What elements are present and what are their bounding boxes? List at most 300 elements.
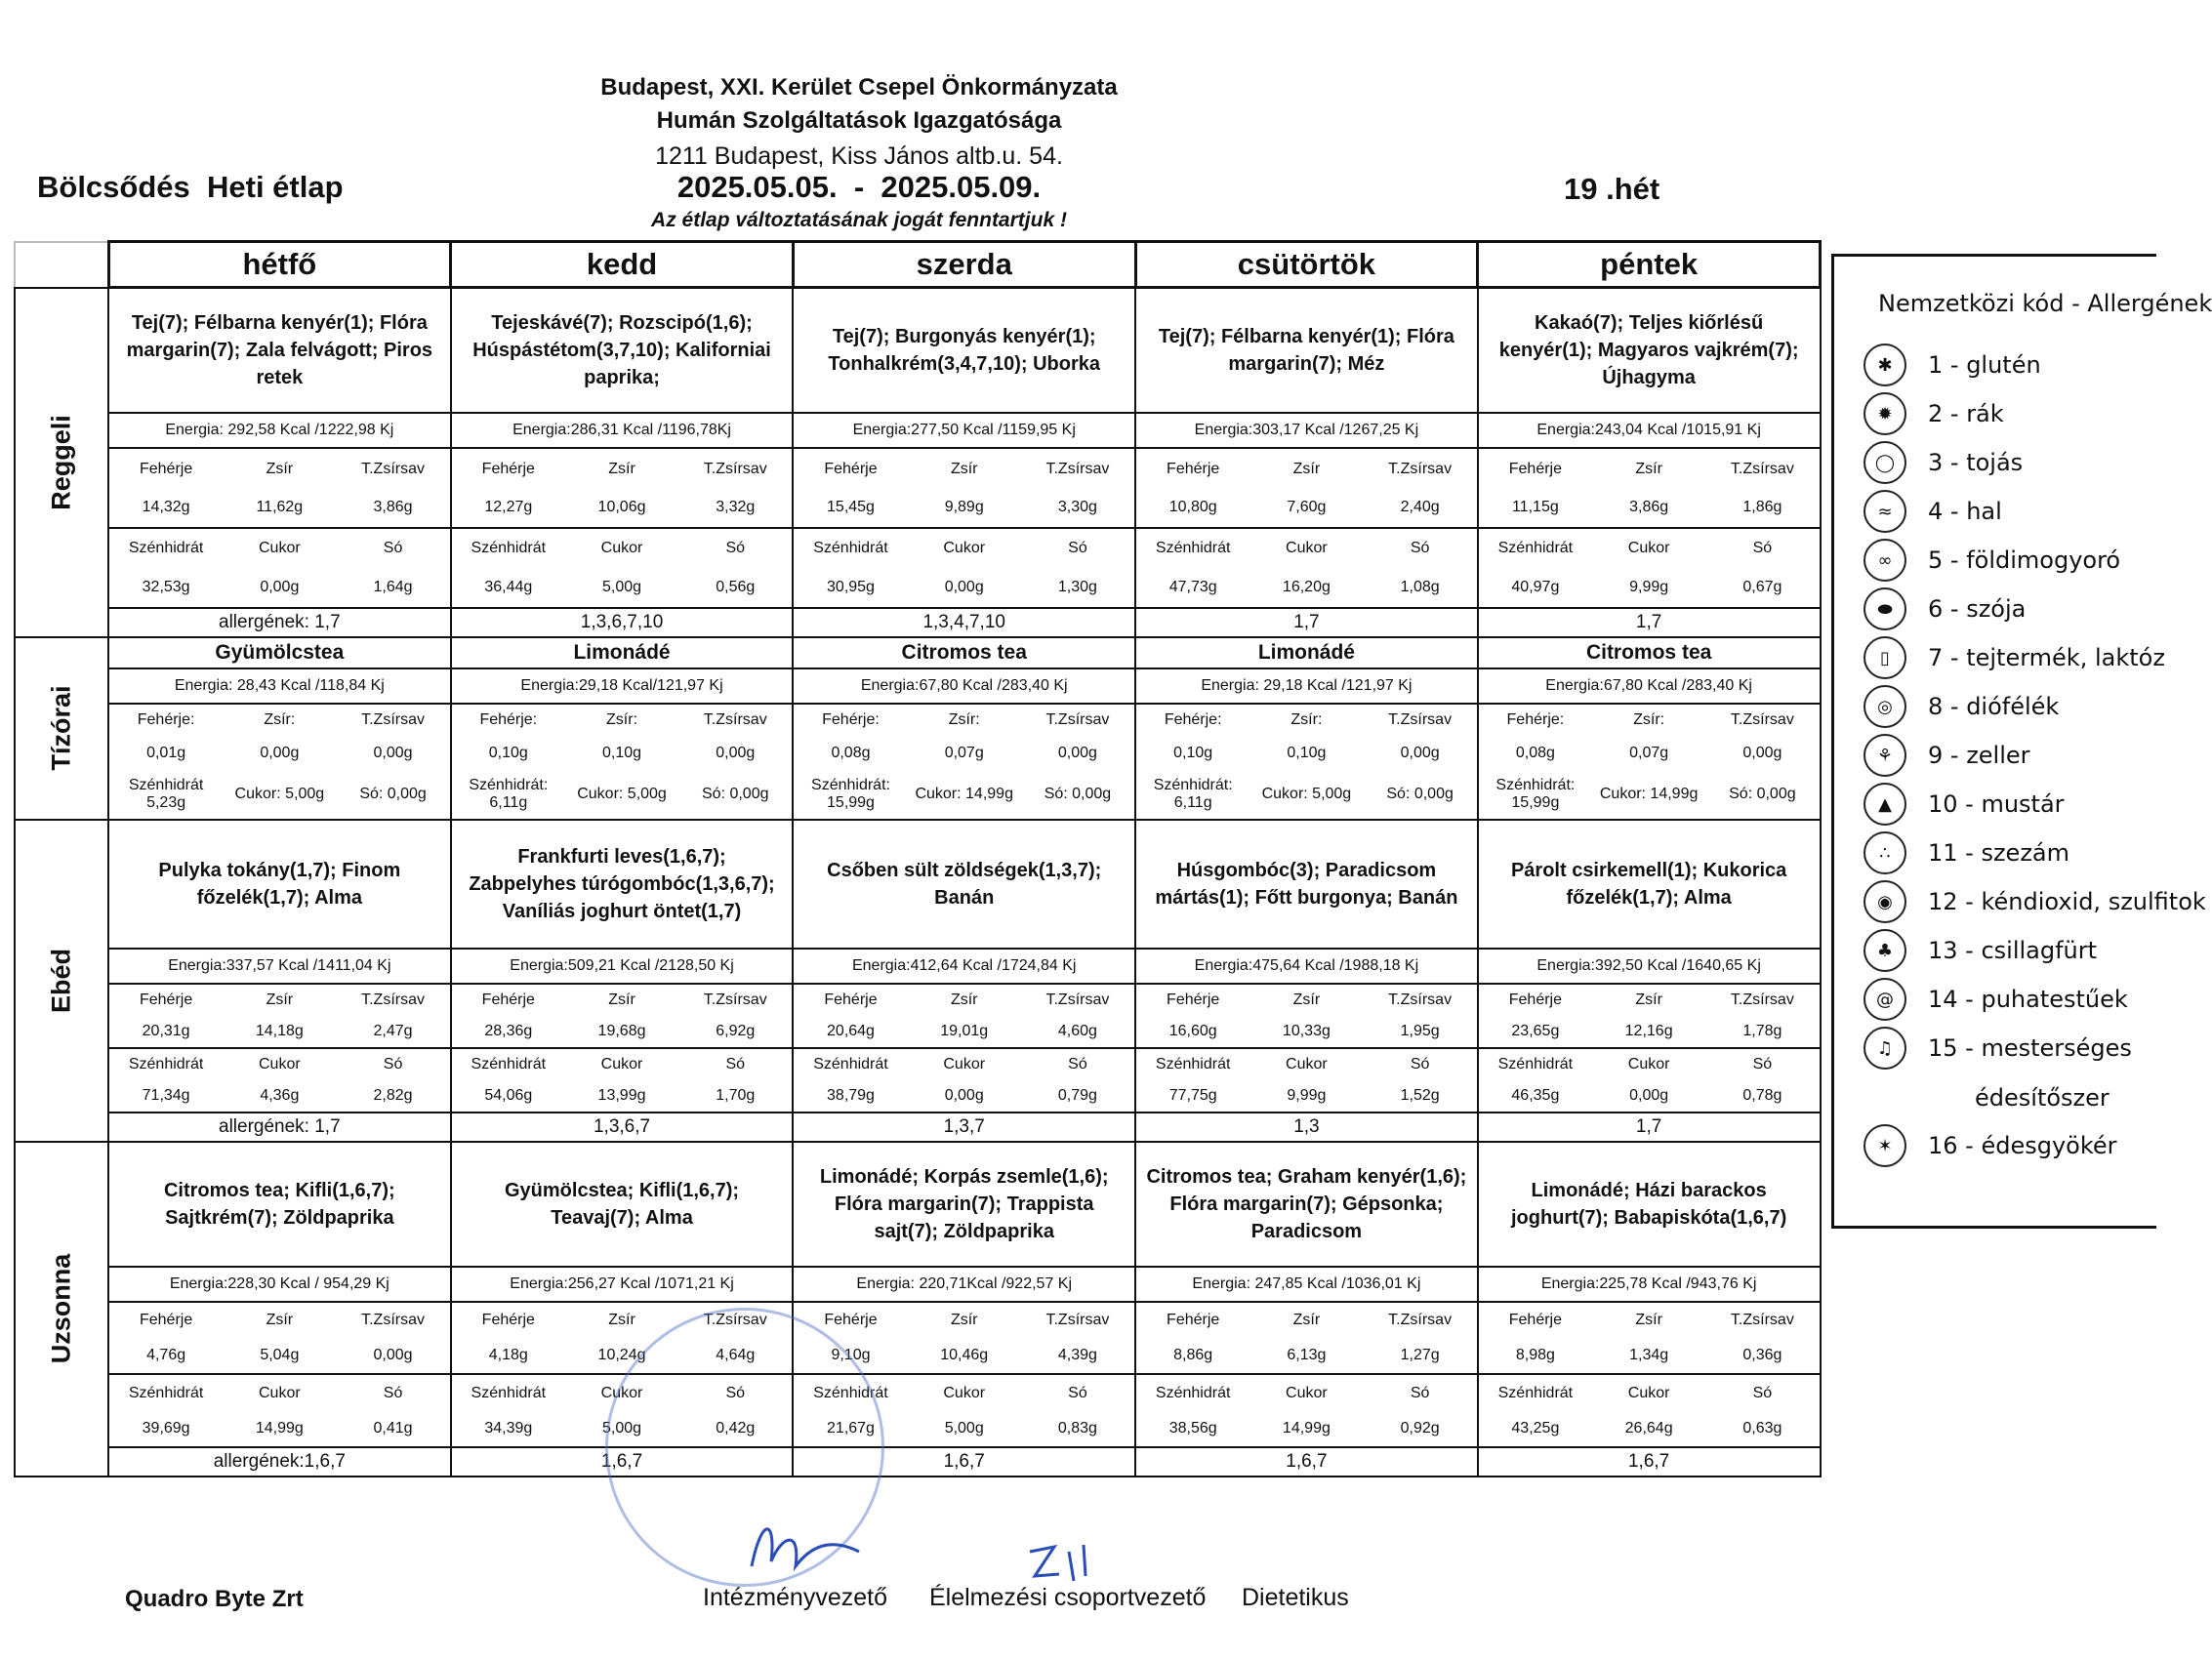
nutrition-value: 14,99g: [1282, 1420, 1331, 1437]
nutrition-value: Só: [336, 1047, 449, 1080]
nutrition-value: 4,39g: [1057, 1347, 1097, 1364]
meal-label-cell: [15, 820, 108, 1141]
menu-cell-content: [452, 821, 793, 1140]
nutrition-value: Fehérje: [824, 460, 878, 477]
nutrition-value: Cukor: [565, 1047, 678, 1080]
nutrition-value: 4,64g: [716, 1347, 756, 1364]
nutrition-grid: [109, 705, 450, 820]
menu-cell-content: [794, 821, 1134, 1140]
nutrition-value: Fehérje:: [137, 711, 195, 729]
nutrition-grid: [1136, 705, 1477, 820]
legend-item: [1864, 635, 2165, 680]
legend-label: 10 - mustár: [1928, 790, 2065, 818]
nutrition-value: T.Zsírsav: [1730, 1311, 1794, 1328]
nutrition-value: 0,00g: [944, 578, 984, 595]
nutrition-value: 14,18g: [255, 1023, 304, 1040]
nutrition-value: 71,34g: [142, 1086, 190, 1104]
nutrition-value: Szénhidrát: [452, 1047, 565, 1080]
nutrition-value: Szénhidrát: 6,11g: [1153, 777, 1233, 811]
nutrition-value: 20,31g: [142, 1023, 190, 1040]
nutrition-value: Cukor: [1249, 1373, 1363, 1410]
legend-label: 3 - tojás: [1928, 449, 2024, 476]
allergen-codes: 1,6,7: [1136, 1446, 1477, 1476]
nutrition-value: 32,53g: [142, 578, 190, 595]
nutrition-grid: [1479, 985, 1820, 1111]
nutrition-value: 36,44g: [484, 578, 533, 595]
nutrition-grid: [109, 449, 450, 606]
nutrition-value: Zsír:: [606, 711, 638, 729]
nutrition-value: Só: [1364, 527, 1477, 568]
drink-name: Limonádé: [452, 638, 793, 669]
nutrition-value: Cukor: 5,00g: [577, 786, 667, 803]
nutrition-value: Fehérje: [824, 1311, 878, 1328]
signature: [742, 1508, 869, 1586]
menu-cell: [1135, 1142, 1478, 1477]
nutrition-value: 2,40g: [1400, 499, 1440, 516]
nutrition-value: Cukor: 5,00g: [1261, 786, 1352, 803]
nutrition-value: Só: 0,00g: [1044, 786, 1112, 803]
legend-item: [1864, 928, 2097, 973]
meal-label-cell: [15, 1142, 108, 1477]
nutrition-value: Cukor: [908, 1047, 1021, 1080]
nutrition-value: Zsír: [950, 991, 978, 1009]
signature-2: [1025, 1537, 1113, 1586]
nutrition-value: 0,00g: [1742, 744, 1782, 761]
energy-value: Energia:392,50 Kcal /1640,65 Kj: [1479, 948, 1820, 985]
energy-value: Energia:303,17 Kcal /1267,25 Kj: [1136, 412, 1477, 449]
energy-value: Energia: 292,58 Kcal /1222,98 Kj: [109, 412, 450, 449]
nutrition-value: Cukor: 14,99g: [1599, 786, 1699, 803]
nutrition-value: 0,07g: [1629, 744, 1669, 761]
nutrition-value: Fehérje: [1167, 460, 1220, 477]
nutrition-grid: [452, 705, 793, 820]
nutrition-value: Cukor: [1592, 1373, 1705, 1410]
company-name: Quadro Byte Zrt: [125, 1586, 304, 1612]
nutrition-value: 5,00g: [602, 578, 642, 595]
nutrition-value: Só: [1021, 1047, 1134, 1080]
nutrition-value: Só: [1705, 1373, 1819, 1410]
dish-description: Húsgombóc(3); Paradicsom mártás(1); Főtt burgonya; Banán: [1155, 860, 1458, 910]
legend-label: 1 - glutén: [1928, 351, 2041, 379]
mustard-icon: ▲: [1864, 783, 1906, 826]
allergen-codes: 1,3,7: [794, 1112, 1134, 1141]
nutrition-value: 43,25g: [1511, 1420, 1560, 1437]
nutrition-value: T.Zsírsav: [1388, 460, 1453, 477]
nutrition-grid: [1479, 449, 1820, 606]
address: 1211 Budapest, Kiss János altb.u. 54.: [655, 142, 1063, 170]
nutrition-value: Só: [1021, 1373, 1134, 1410]
nutrition-grid: [794, 449, 1134, 606]
allergen-legend: [1831, 254, 2212, 1229]
nutrition-value: Só: 0,00g: [359, 786, 427, 803]
menu-cell: [1478, 637, 1821, 821]
menu-cell: [1478, 288, 1821, 637]
menu-cell: [451, 288, 794, 637]
dish-description: Citromos tea; Graham kenyér(1,6); Flóra margarin(7); Gépsonka; Paradicsom: [1146, 1165, 1467, 1242]
dish-description: Limonádé; Házi barackos joghurt(7); Babapiskóta(1,6,7): [1510, 1179, 1787, 1229]
wheat-icon: ✱: [1864, 344, 1906, 386]
drink-name: Citromos tea: [1479, 638, 1820, 669]
nutrition-value: Szénhidrát: [452, 1373, 565, 1410]
legend-label: 7 - tejtermék, laktóz: [1928, 644, 2165, 671]
nutrition-value: Szénhidrát: 15,99g: [811, 777, 890, 811]
nutrition-value: 4,60g: [1057, 1023, 1097, 1040]
nutrition-value: Fehérje: [1167, 1311, 1220, 1328]
nutrition-value: Szénhidrát: [109, 527, 223, 568]
nutrition-value: Zsír: [1635, 991, 1662, 1009]
nutrition-value: 16,20g: [1282, 578, 1331, 595]
meal-label: Tízórai: [46, 685, 76, 771]
sweetener-icon: ♫: [1864, 1027, 1906, 1070]
nutrition-value: Szénhidrát: [109, 1373, 223, 1410]
nutrition-value: Cukor: [1592, 527, 1705, 568]
menu-cell-content: [1136, 821, 1477, 1140]
nutrition-value: 1,08g: [1400, 578, 1440, 595]
energy-value: Energia:67,80 Kcal /283,40 Kj: [794, 669, 1134, 705]
nutrition-value: Só: 0,00g: [1729, 786, 1796, 803]
legend-item15-continued: édesítőszer: [1975, 1084, 2110, 1112]
legend-item: [1864, 879, 2206, 924]
nutrition-value: 10,80g: [1168, 499, 1217, 516]
nutrition-value: 0,10g: [1173, 744, 1213, 761]
energy-value: Energia:475,64 Kcal /1988,18 Kj: [1136, 948, 1477, 985]
nutrition-value: Szénhidrát: [452, 527, 565, 568]
nutrition-value: Só: [336, 1373, 449, 1410]
nutrition-value: Só: [336, 527, 449, 568]
legend-item: [1864, 1123, 2117, 1168]
nutrition-value: 0,00g: [260, 744, 300, 761]
menu-cell: [108, 1142, 451, 1477]
allergen-codes: allergének: 1,7: [109, 607, 450, 636]
menu-cell: [108, 820, 451, 1141]
nutrition-value: 9,99g: [1287, 1086, 1327, 1104]
fish-icon: ≈: [1864, 490, 1906, 533]
day-header: péntek: [1478, 242, 1821, 288]
nutrition-value: 12,27g: [484, 499, 533, 516]
menu-cell-content: [1479, 1143, 1820, 1476]
energy-value: Energia: 28,43 Kcal /118,84 Kj: [109, 669, 450, 705]
nutrition-value: 1,34g: [1629, 1347, 1669, 1364]
nutrition-value: T.Zsírsav: [703, 460, 767, 477]
legend-label: 16 - édesgyökér: [1928, 1132, 2117, 1159]
nutrition-value: Cukor: 5,00g: [234, 786, 325, 803]
nutrition-grid: [452, 985, 793, 1111]
nutrition-value: 1,78g: [1742, 1023, 1782, 1040]
soy-icon: ⬬: [1864, 587, 1906, 630]
allergen-codes: allergének:1,6,7: [109, 1446, 450, 1476]
allergen-codes: 1,6,7: [794, 1446, 1134, 1476]
nutrition-value: Só: [678, 1047, 792, 1080]
nutrition-value: Cukor: [565, 1373, 678, 1410]
meal-label-cell: [15, 288, 108, 637]
nutrition-value: 0,92g: [1400, 1420, 1440, 1437]
nutrition-value: 12,16g: [1624, 1023, 1673, 1040]
nutrition-grid: [1479, 1303, 1820, 1446]
nutrition-value: Cukor: [1249, 1047, 1363, 1080]
nutrition-value: 16,60g: [1168, 1023, 1217, 1040]
allergen-codes: allergének: 1,7: [109, 1112, 450, 1141]
energy-value: Energia:509,21 Kcal /2128,50 Kj: [452, 948, 793, 985]
nutrition-value: T.Zsírsav: [361, 711, 425, 729]
nutrition-value: Szénhidrát: [1136, 1373, 1249, 1410]
nutrition-value: Zsír: [1292, 991, 1321, 1009]
nutrition-value: 19,01g: [940, 1023, 989, 1040]
menu-cell: [451, 637, 794, 821]
nutrition-grid: [109, 985, 450, 1111]
nutrition-value: 3,86g: [1629, 499, 1669, 516]
nutrition-value: 19,68g: [597, 1023, 646, 1040]
menu-cell-content: [109, 821, 450, 1140]
nutrition-value: 0,42g: [716, 1420, 756, 1437]
nutrition-value: 9,10g: [831, 1347, 871, 1364]
nutrition-value: Só: [1705, 1047, 1819, 1080]
nutrition-value: Fehérje: [139, 460, 193, 477]
crab-icon: ✹: [1864, 392, 1906, 435]
nutrition-value: Zsír: [608, 991, 635, 1009]
dish-description: Limonádé; Korpás zsemle(1,6); Flóra margarin(7); Trappista sajt(7); Zöldpaprika: [819, 1165, 1109, 1242]
menu-cell: [793, 820, 1135, 1141]
menu-cell-content: [109, 638, 450, 820]
energy-value: Energia:225,78 Kcal /943,76 Kj: [1479, 1266, 1820, 1303]
milk-icon: ▯: [1864, 636, 1906, 679]
nutrition-value: T.Zsírsav: [1388, 1311, 1453, 1328]
nutrition-value: 8,98g: [1515, 1347, 1555, 1364]
allergen-codes: 1,3,6,7,10: [452, 607, 793, 636]
nutrition-value: Zsír:: [948, 711, 980, 729]
energy-value: Energia: 247,85 Kcal /1036,01 Kj: [1136, 1266, 1477, 1303]
nutrition-value: 0,36g: [1742, 1347, 1782, 1364]
energy-value: Energia: 220,71Kcal /922,57 Kj: [794, 1266, 1134, 1303]
nutrition-value: 0,00g: [260, 578, 300, 595]
nutrition-grid: [1136, 449, 1477, 606]
nutrition-value: 15,45g: [827, 499, 875, 516]
nutrition-value: 47,73g: [1168, 578, 1217, 595]
dish-description: Tejeskávé(7); Rozscipó(1,6); Húspástétom(3,7,10); Kaliforniai paprika;: [472, 312, 771, 389]
nutrition-value: 0,00g: [716, 744, 756, 761]
nutrition-value: Szénhidrát: [1136, 527, 1249, 568]
nutrition-value: 0,00g: [1400, 744, 1440, 761]
nutrition-value: 8,86g: [1173, 1347, 1213, 1364]
menu-cell: [1478, 820, 1821, 1141]
nutrition-value: Cukor: [908, 527, 1021, 568]
nutrition-value: 26,64g: [1624, 1420, 1673, 1437]
nutrition-value: 9,89g: [944, 499, 984, 516]
meal-label: Uzsonna: [46, 1254, 76, 1364]
nutrition-value: 13,99g: [597, 1086, 646, 1104]
dish-description: Kakaó(7); Teljes kiőrlésű kenyér(1); Magyaros vajkrém(7); Újhagyma: [1498, 312, 1799, 389]
nutrition-value: 4,36g: [260, 1086, 300, 1104]
allergen-codes: 1,7: [1136, 607, 1477, 636]
nutrition-grid: [1136, 1303, 1477, 1446]
legend-item: [1864, 440, 2023, 485]
signatory-3: Dietetikus: [1242, 1584, 1349, 1611]
legend-item: [1864, 830, 2069, 875]
legend-item: [1864, 587, 2026, 631]
nutrition-value: Fehérje: [481, 1311, 535, 1328]
nutrition-grid: [109, 1303, 450, 1446]
meal-label-cell: [15, 637, 108, 821]
nutrition-value: 0,07g: [944, 744, 984, 761]
nutrition-value: 1,52g: [1400, 1086, 1440, 1104]
nutrition-value: T.Zsírsav: [361, 460, 425, 477]
nutrition-value: Fehérje: [1508, 460, 1562, 477]
nutrition-value: Fehérje:: [479, 711, 538, 729]
nutrition-value: 3,86g: [373, 499, 413, 516]
legend-item: [1864, 489, 2002, 534]
legend-item: [1864, 684, 2059, 729]
drink-name: Gyümölcstea: [109, 638, 450, 669]
menu-cell-content: [1136, 1143, 1477, 1476]
dish-description: Csőben sült zöldségek(1,3,7); Banán: [827, 860, 1102, 910]
legend-item: [1864, 733, 2030, 778]
nutrition-value: Zsír: [1635, 1311, 1662, 1328]
meal-label: Ebéd: [46, 948, 76, 1013]
peanut-icon: ∞: [1864, 539, 1906, 582]
nutrition-value: 0,10g: [488, 744, 528, 761]
nutrition-value: Szénhidrát: 6,11g: [469, 777, 549, 811]
nutrition-value: Fehérje: [139, 1311, 193, 1328]
nutrition-value: 0,08g: [831, 744, 871, 761]
nutrition-value: T.Zsírsav: [1730, 991, 1794, 1009]
corner-cell: [15, 242, 108, 288]
signatory-2: Élelmezési csoportvezető: [929, 1584, 1207, 1611]
nutrition-value: 1,70g: [716, 1086, 756, 1104]
nutrition-value: 40,97g: [1511, 578, 1560, 595]
nutrition-value: Cukor: [1592, 1047, 1705, 1080]
liquorice-icon: ✶: [1864, 1124, 1906, 1167]
legend-item: [1864, 1026, 2132, 1071]
nutrition-value: Cukor: [565, 527, 678, 568]
legend-item: [1864, 391, 2004, 436]
nutrition-value: Fehérje: [1508, 991, 1562, 1009]
allergen-codes: 1,6,7: [1479, 1446, 1820, 1476]
nutrition-value: Zsír: [266, 991, 294, 1009]
legend-item: [1864, 977, 2128, 1022]
nutrition-value: 14,32g: [142, 499, 190, 516]
nutrition-grid: [1479, 705, 1820, 820]
nutrition-value: 9,99g: [1629, 578, 1669, 595]
nutrition-value: 0,83g: [1057, 1420, 1097, 1437]
day-header: szerda: [793, 242, 1135, 288]
menu-cell-content: [1479, 821, 1820, 1140]
legend-item: [1864, 343, 2041, 387]
allergen-codes: 1,3: [1136, 1112, 1477, 1141]
nutrition-value: 0,08g: [1515, 744, 1555, 761]
menu-cell-content: [794, 289, 1134, 635]
nutrition-value: 0,00g: [373, 1347, 413, 1364]
nutrition-value: 0,00g: [1629, 1086, 1669, 1104]
nutrition-value: 0,79g: [1057, 1086, 1097, 1104]
drink-name: Limonádé: [1136, 638, 1477, 669]
egg-icon: ◯: [1864, 441, 1906, 484]
nutrition-value: 10,24g: [597, 1347, 646, 1364]
nutrition-value: Cukor: [908, 1373, 1021, 1410]
menu-cell: [1135, 637, 1478, 821]
nutrition-value: Zsír:: [264, 711, 296, 729]
nutrition-value: 0,78g: [1742, 1086, 1782, 1104]
nutrition-value: 4,18g: [488, 1347, 528, 1364]
legend-title: Nemzetközi kód - Allergének: [1878, 290, 2212, 317]
meal-label: Reggeli: [46, 414, 76, 510]
nutrition-value: Fehérje:: [822, 711, 880, 729]
nutrition-value: Cukor: [1249, 527, 1363, 568]
day-header: kedd: [451, 242, 794, 288]
nutrition-value: Szénhidrát: 15,99g: [1495, 777, 1576, 811]
nutrition-value: 6,13g: [1287, 1347, 1327, 1364]
nutrition-value: Zsír: [1292, 1311, 1321, 1328]
nutrition-grid: [1136, 985, 1477, 1111]
menu-cell: [108, 288, 451, 637]
nutrition-value: Szénhidrát: [794, 527, 907, 568]
legend-label: 15 - mesterséges: [1928, 1034, 2132, 1062]
nutrition-value: 1,95g: [1400, 1023, 1440, 1040]
legend-label: 8 - diófélék: [1928, 693, 2060, 720]
nutrition-value: T.Zsírsav: [361, 1311, 425, 1328]
nutrition-value: T.Zsírsav: [703, 1311, 767, 1328]
dish-description: Tej(7); Félbarna kenyér(1); Flóra margarin(7); Zala felvágott; Piros retek: [126, 312, 433, 389]
nutrition-value: Fehérje: [1167, 991, 1220, 1009]
menu-cell-content: [452, 289, 793, 635]
nutrition-value: 6,92g: [716, 1023, 756, 1040]
nutrition-value: Cukor: [223, 1047, 336, 1080]
nutrition-value: Fehérje: [824, 991, 878, 1009]
nutrition-value: Só: [1705, 527, 1819, 568]
menu-cell-content: [1479, 289, 1820, 635]
dish-description: Pulyka tokány(1,7); Finom főzelék(1,7); Alma: [158, 860, 401, 910]
nutrition-value: T.Zsírsav: [1388, 991, 1453, 1009]
org-line1: Budapest, XXI. Kerület Csepel Önkormányzata: [600, 74, 1118, 101]
nutrition-value: Zsír: [608, 460, 635, 477]
nutrition-value: Só: [678, 1373, 792, 1410]
day-header: csütörtök: [1135, 242, 1478, 288]
nutrition-value: 38,56g: [1168, 1420, 1217, 1437]
nutrition-value: T.Zsírsav: [1388, 711, 1453, 729]
nutrition-value: T.Zsírsav: [1045, 711, 1110, 729]
nutrition-value: 77,75g: [1168, 1086, 1217, 1104]
nutrition-value: T.Zsírsav: [1045, 460, 1110, 477]
allergen-codes: 1,7: [1479, 607, 1820, 636]
legend-label: 5 - földimogyoró: [1928, 546, 2121, 574]
legend-item: [1864, 538, 2120, 583]
nutrition-value: Cukor: [223, 1373, 336, 1410]
energy-value: Energia:337,57 Kcal /1411,04 Kj: [109, 948, 450, 985]
nutrition-value: 46,35g: [1511, 1086, 1560, 1104]
nutrition-value: Fehérje: [481, 460, 535, 477]
allergen-codes: 1,3,6,7: [452, 1112, 793, 1141]
nutrition-value: 21,67g: [827, 1420, 875, 1437]
lupin-icon: ♣: [1864, 929, 1906, 972]
nutrition-value: Cukor: [223, 527, 336, 568]
nutrition-value: Szénhidrát: [1479, 527, 1592, 568]
dish-description: Párolt csirkemell(1); Kukorica főzelék(1,7); Alma: [1510, 860, 1787, 910]
nutrition-value: 28,36g: [484, 1023, 533, 1040]
nutrition-value: 14,99g: [255, 1420, 304, 1437]
nutrition-value: Cukor: 14,99g: [915, 786, 1013, 803]
nutrition-value: T.Zsírsav: [1045, 991, 1110, 1009]
menu-cell-content: [1479, 638, 1820, 820]
nutrition-value: Szénhidrát: [1136, 1047, 1249, 1080]
energy-value: Energia:67,80 Kcal /283,40 Kj: [1479, 669, 1820, 705]
celery-icon: ⚘: [1864, 734, 1906, 777]
nutrition-value: 0,00g: [944, 1086, 984, 1104]
nutrition-value: 11,62g: [256, 499, 304, 516]
nutrition-value: Szénhidrát: [1479, 1047, 1592, 1080]
nutrition-value: 0,67g: [1742, 578, 1782, 595]
nutrition-value: Szénhidrát: [794, 1373, 907, 1410]
menu-cell: [108, 637, 451, 821]
nutrition-value: T.Zsírsav: [703, 991, 767, 1009]
nutrition-value: 7,60g: [1287, 499, 1327, 516]
